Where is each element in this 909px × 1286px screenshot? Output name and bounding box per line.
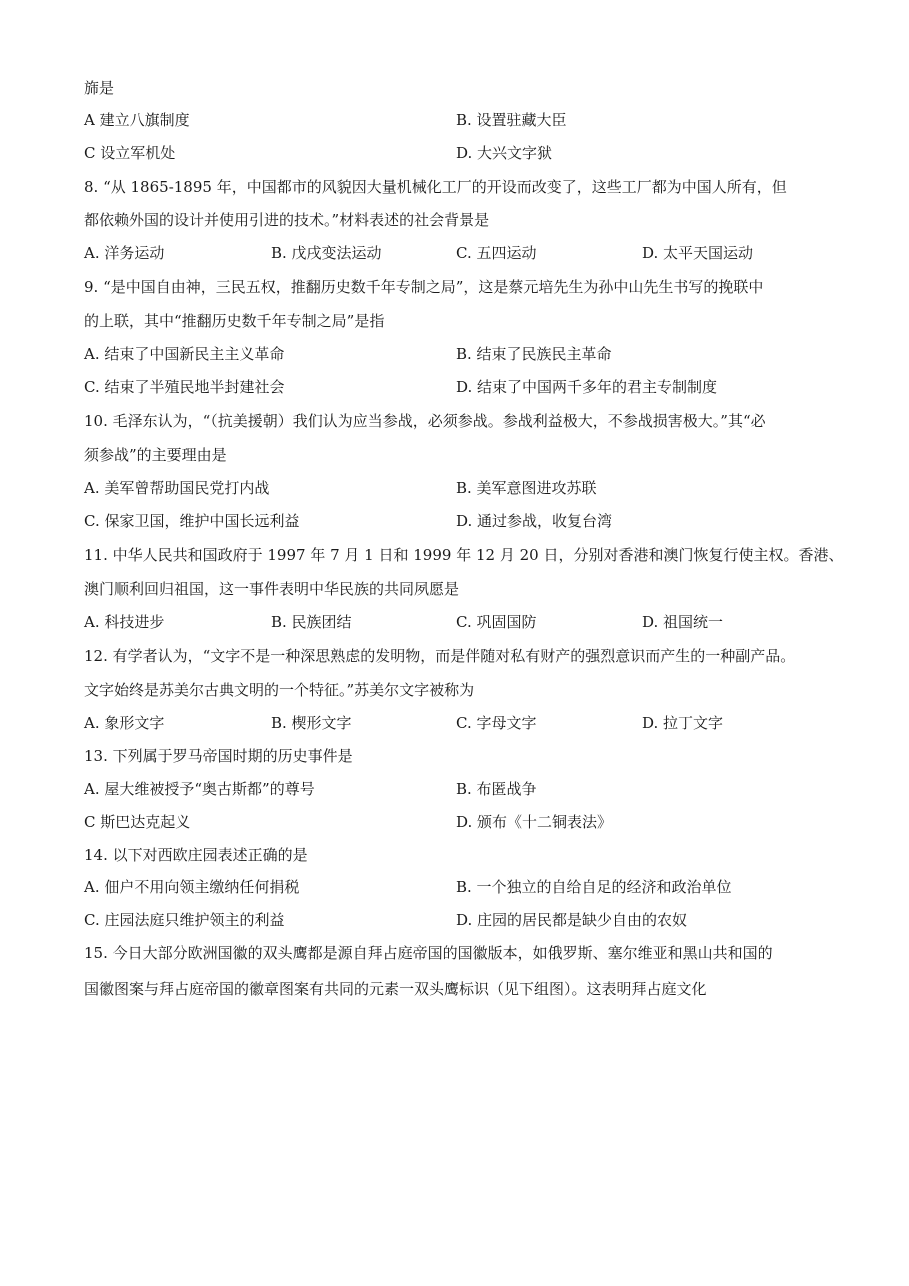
question-12-stem-line-2: 文字始终是苏美尔古典文明的一个特征。”苏美尔文字被称为: [84, 681, 475, 699]
q8-option-d: D. 太平天国运动: [642, 244, 754, 262]
q8-option-b: B. 戊戌变法运动: [271, 244, 382, 262]
q11-option-d: D. 祖国统一: [642, 613, 724, 631]
q10-option-d: D. 通过参战，收复台湾: [456, 512, 613, 530]
question-8-stem-line-1: 8. “从 1865-1895 年，中国都市的风貌因大量机械化工厂的开设而改变了，这些工厂都为中国人所有，但: [84, 178, 787, 196]
q12-option-a: A. 象形文字: [84, 714, 165, 732]
question-11-stem-line-2: 澳门顺利回归祖国，这一事件表明中华民族的共同夙愿是: [84, 580, 460, 598]
question-10-stem-line-1: 10. 毛泽东认为，“（抗美援朝）我们认为应当参战，必须参战。参战利益极大，不参战损害极大。”其“必: [84, 412, 766, 430]
q7-option-c: C 设立军机处: [84, 144, 176, 162]
q13-option-a: A. 屋大维被授予“奥古斯都”的尊号: [84, 780, 315, 798]
q11-option-b: B. 民族团结: [271, 613, 352, 631]
q11-option-c: C. 巩固国防: [456, 613, 537, 631]
q12-option-d: D. 拉丁文字: [642, 714, 724, 732]
question-15-stem-line-2: 国徽图案与拜占庭帝国的徽章图案有共同的元素一双头鹰标识（见下组图）。这表明拜占庭文化: [84, 980, 707, 998]
question-12-stem-line-1: 12. 有学者认为，“文字不是一种深思熟虑的发明物，而是伴随对私有财产的强烈意识而产生的一种副产品。: [84, 647, 796, 665]
q14-option-a: A. 佃户不用向领主缴纳任何捐税: [84, 878, 300, 896]
q13-option-c: C 斯巴达克起义: [84, 813, 191, 831]
question-9-stem-line-1: 9. “是中国自由神，三民五权，推翻历史数千年专制之局”，这是蔡元培先生为孙中山先生书写的挽联中: [84, 278, 764, 296]
q13-option-b: B. 布匿战争: [456, 780, 537, 798]
q8-option-c: C. 五四运动: [456, 244, 537, 262]
q9-option-a: A. 结束了中国新民主主义革命: [84, 345, 285, 363]
q10-option-b: B. 美军意图进攻苏联: [456, 479, 597, 497]
q9-option-d: D. 结束了中国两千多年的君主专制制度: [456, 378, 718, 396]
q12-option-c: C. 字母文字: [456, 714, 537, 732]
q7-option-b: B. 设置驻藏大臣: [456, 111, 567, 129]
q14-option-b: B. 一个独立的自给自足的经济和政治单位: [456, 878, 732, 896]
q12-option-b: B. 楔形文字: [271, 714, 352, 732]
question-9-stem-line-2: 的上联，其中“推翻历史数千年专制之局”是指: [84, 312, 385, 330]
question-8-stem-line-2: 都依赖外国的设计并使用引进的技术。”材料表述的社会背景是: [84, 211, 490, 229]
q14-option-c: C. 庄园法庭只维护领主的利益: [84, 911, 285, 929]
q7-option-a: A 建立八旗制度: [84, 111, 190, 129]
q7-option-d: D. 大兴文字狱: [456, 144, 553, 162]
question-13-stem: 13. 下列属于罗马帝国时期的历史事件是: [84, 747, 353, 765]
question-7-stem-tail: 旆是: [84, 79, 115, 97]
q14-option-d: D. 庄园的居民都是缺少自由的农奴: [456, 911, 688, 929]
q9-option-c: C. 结束了半殖民地半封建社会: [84, 378, 285, 396]
question-10-stem-line-2: 须参战”的主要理由是: [84, 446, 227, 464]
q13-option-d: D. 颁布《十二铜表法》: [456, 813, 613, 831]
question-14-stem: 14. 以下对西欧庄园表述正确的是: [84, 846, 308, 864]
q10-option-c: C. 保家卫国，维护中国长远利益: [84, 512, 300, 530]
q11-option-a: A. 科技进步: [84, 613, 165, 631]
question-15-stem-line-1: 15. 今日大部分欧洲国徽的双头鹰都是源自拜占庭帝国的国徽版本，如俄罗斯、塞尔维亚和黑山共和国的: [84, 944, 773, 962]
q10-option-a: A. 美军曾帮助国民党打内战: [84, 479, 270, 497]
q9-option-b: B. 结束了民族民主革命: [456, 345, 612, 363]
question-11-stem-line-1: 11. 中华人民共和国政府于 1997 年 7 月 1 日和 1999 年 12 月 20 日，分别对香港和澳门恢复行使主权。香港、: [84, 546, 844, 564]
q8-option-a: A. 洋务运动: [84, 244, 165, 262]
